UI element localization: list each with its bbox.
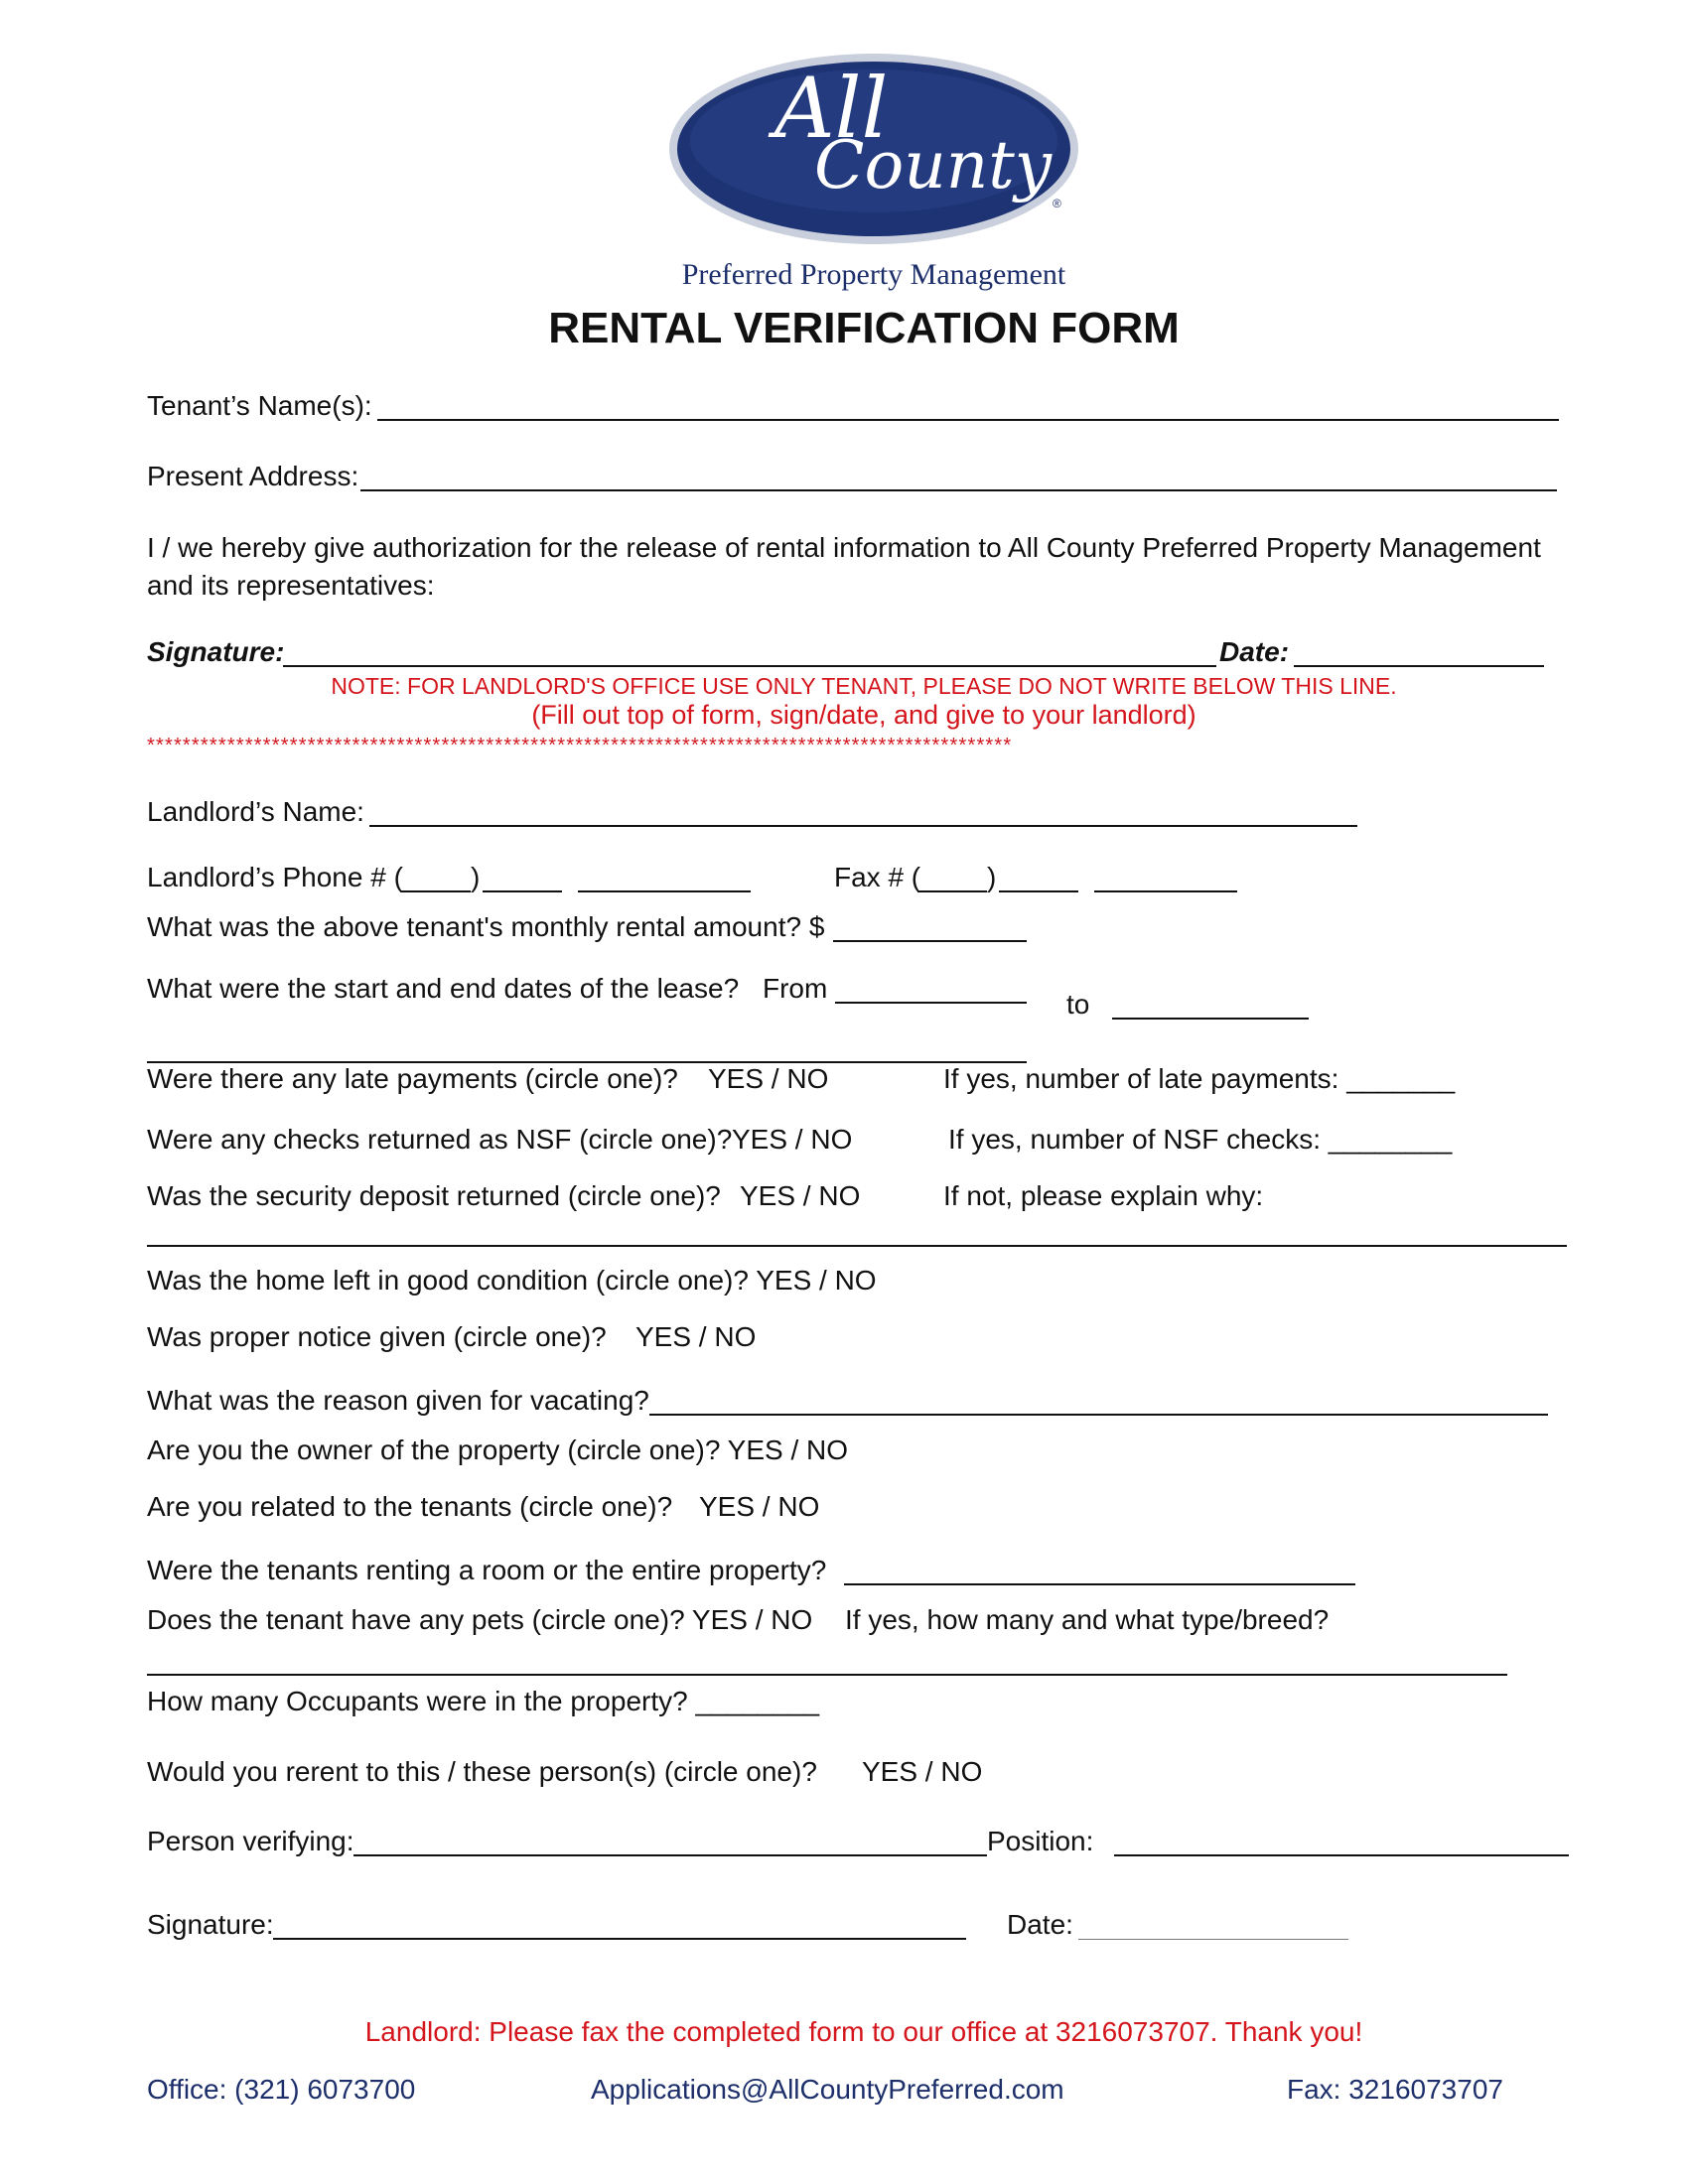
present-address-label: Present Address: xyxy=(147,461,359,491)
tenant-date-label: Date: xyxy=(1219,636,1290,667)
landlord-signature-label: Signature: xyxy=(147,1909,274,1940)
tenant-signature-label: Signature: xyxy=(147,636,285,667)
phone-line-field[interactable] xyxy=(578,890,751,892)
person-verifying-label: Person verifying: xyxy=(147,1826,354,1856)
authorization-text: I / we hereby give authorization for the release of rental information to All County Preferred Property Management and its representatives: xyxy=(147,532,1541,601)
vacating-reason-field[interactable] xyxy=(649,1414,1548,1416)
pets-question[interactable]: Does the tenant have any pets (circle one)? YES / NO xyxy=(147,1604,813,1635)
late-payments-label: Were there any late payments (circle one)? xyxy=(147,1063,678,1094)
fax-instructions: Landlord: Please fax the completed form to our office at 3216073707. Thank you! xyxy=(364,2016,1363,2047)
room-or-property-field[interactable] xyxy=(844,1583,1355,1585)
home-condition-label[interactable]: Was the home left in good condition (circle one)? YES / NO xyxy=(147,1265,877,1296)
landlord-date-field[interactable] xyxy=(1078,1939,1348,1940)
proper-notice-label: Was proper notice given (circle one)? xyxy=(147,1321,607,1352)
fax-paren-close: ) xyxy=(987,862,997,892)
fax-label: Fax # ( xyxy=(834,862,921,892)
security-deposit-label: Was the security deposit returned (circle one)? xyxy=(147,1180,721,1211)
office-fax: Fax: 3216073707 xyxy=(1287,2074,1503,2105)
company-logo xyxy=(665,50,1082,248)
form-title: RENTAL VERIFICATION FORM xyxy=(548,304,1180,352)
tenant-names-field[interactable] xyxy=(377,419,1559,421)
landlord-name-field[interactable] xyxy=(369,825,1357,827)
applications-email-link[interactable]: Applications@AllCountyPreferred.com xyxy=(591,2074,1064,2105)
pets-type-label: If yes, how many and what type/breed? xyxy=(845,1604,1330,1635)
logo-line-all: All xyxy=(774,60,889,157)
landlord-phone-label: Landlord’s Phone # ( xyxy=(147,862,403,892)
landlord-name-label: Landlord’s Name: xyxy=(147,796,364,827)
lease-from-label: From xyxy=(763,973,828,1004)
rerent-yes-no[interactable]: YES / NO xyxy=(862,1756,983,1787)
occupants-question[interactable]: How many Occupants were in the property? ________ xyxy=(147,1686,820,1716)
position-label: Position: xyxy=(987,1826,1094,1856)
person-verifying-field[interactable] xyxy=(353,1854,987,1856)
fax-line-field[interactable] xyxy=(1094,890,1237,892)
phone-area-code-field[interactable] xyxy=(401,890,471,892)
tenant-date-field[interactable] xyxy=(1294,665,1544,667)
pets-type-field[interactable] xyxy=(147,1674,1507,1676)
present-address-field[interactable] xyxy=(360,489,1557,491)
deposit-explain-label: If not, please explain why: xyxy=(943,1180,1264,1211)
logo-registered-mark: ® xyxy=(1053,197,1061,210)
lease-to-label: to xyxy=(1066,989,1090,1020)
security-deposit-yes-no[interactable]: YES / NO xyxy=(740,1180,861,1211)
related-question-label: Are you related to the tenants (circle one)? xyxy=(147,1491,673,1522)
late-payments-yes-no[interactable]: YES / NO xyxy=(708,1063,829,1094)
lease-end-field[interactable] xyxy=(1112,1018,1309,1020)
office-phone: Office: (321) 6073700 xyxy=(147,2074,416,2105)
deposit-explain-field[interactable] xyxy=(147,1245,1567,1247)
phone-paren-close: ) xyxy=(471,862,481,892)
position-field[interactable] xyxy=(1114,1854,1569,1856)
landlord-signature-field[interactable] xyxy=(273,1938,966,1940)
monthly-rent-field[interactable] xyxy=(833,940,1027,942)
fax-area-code-field[interactable] xyxy=(917,890,987,892)
lease-start-field[interactable] xyxy=(835,1002,1027,1004)
proper-notice-yes-no[interactable]: YES / NO xyxy=(635,1321,757,1352)
tenant-names-label: Tenant’s Name(s): xyxy=(147,390,372,421)
phone-prefix-field[interactable] xyxy=(483,890,562,892)
vacating-reason-label: What was the reason given for vacating? xyxy=(147,1385,649,1416)
fax-prefix-field[interactable] xyxy=(999,890,1078,892)
fill-out-instructions: (Fill out top of form, sign/date, and give to your landlord) xyxy=(531,700,1196,730)
logo-tagline: Preferred Property Management xyxy=(681,258,1066,291)
lease-dates-label: What were the start and end dates of the lease? xyxy=(147,973,740,1004)
monthly-rent-label: What was the above tenant's monthly rental amount? $ xyxy=(147,911,825,942)
landlord-date-label: Date: xyxy=(1007,1909,1073,1940)
nsf-checks-label: Were any checks returned as NSF (circle one)? xyxy=(147,1124,733,1155)
nsf-checks-count[interactable]: If yes, number of NSF checks: ________ xyxy=(948,1124,1453,1155)
late-payments-count[interactable]: If yes, number of late payments: _______ xyxy=(943,1063,1456,1094)
owner-question[interactable]: Are you the owner of the property (circle one)? YES / NO xyxy=(147,1434,849,1465)
room-or-property-label: Were the tenants renting a room or the entire property? xyxy=(147,1555,827,1585)
section-separator: ************************************************************************************************* xyxy=(147,735,1013,756)
nsf-checks-yes-no[interactable]: YES / NO xyxy=(732,1124,853,1155)
rerent-question-label: Would you rerent to this / these person(s) (circle one)? xyxy=(147,1756,817,1787)
tenant-signature-field[interactable] xyxy=(283,665,1216,667)
related-yes-no[interactable]: YES / NO xyxy=(699,1491,820,1522)
logo-line-county: County xyxy=(814,127,1053,204)
landlord-only-note: NOTE: FOR LANDLORD'S OFFICE USE ONLY TENANT, PLEASE DO NOT WRITE BELOW THIS LINE. xyxy=(331,673,1397,699)
